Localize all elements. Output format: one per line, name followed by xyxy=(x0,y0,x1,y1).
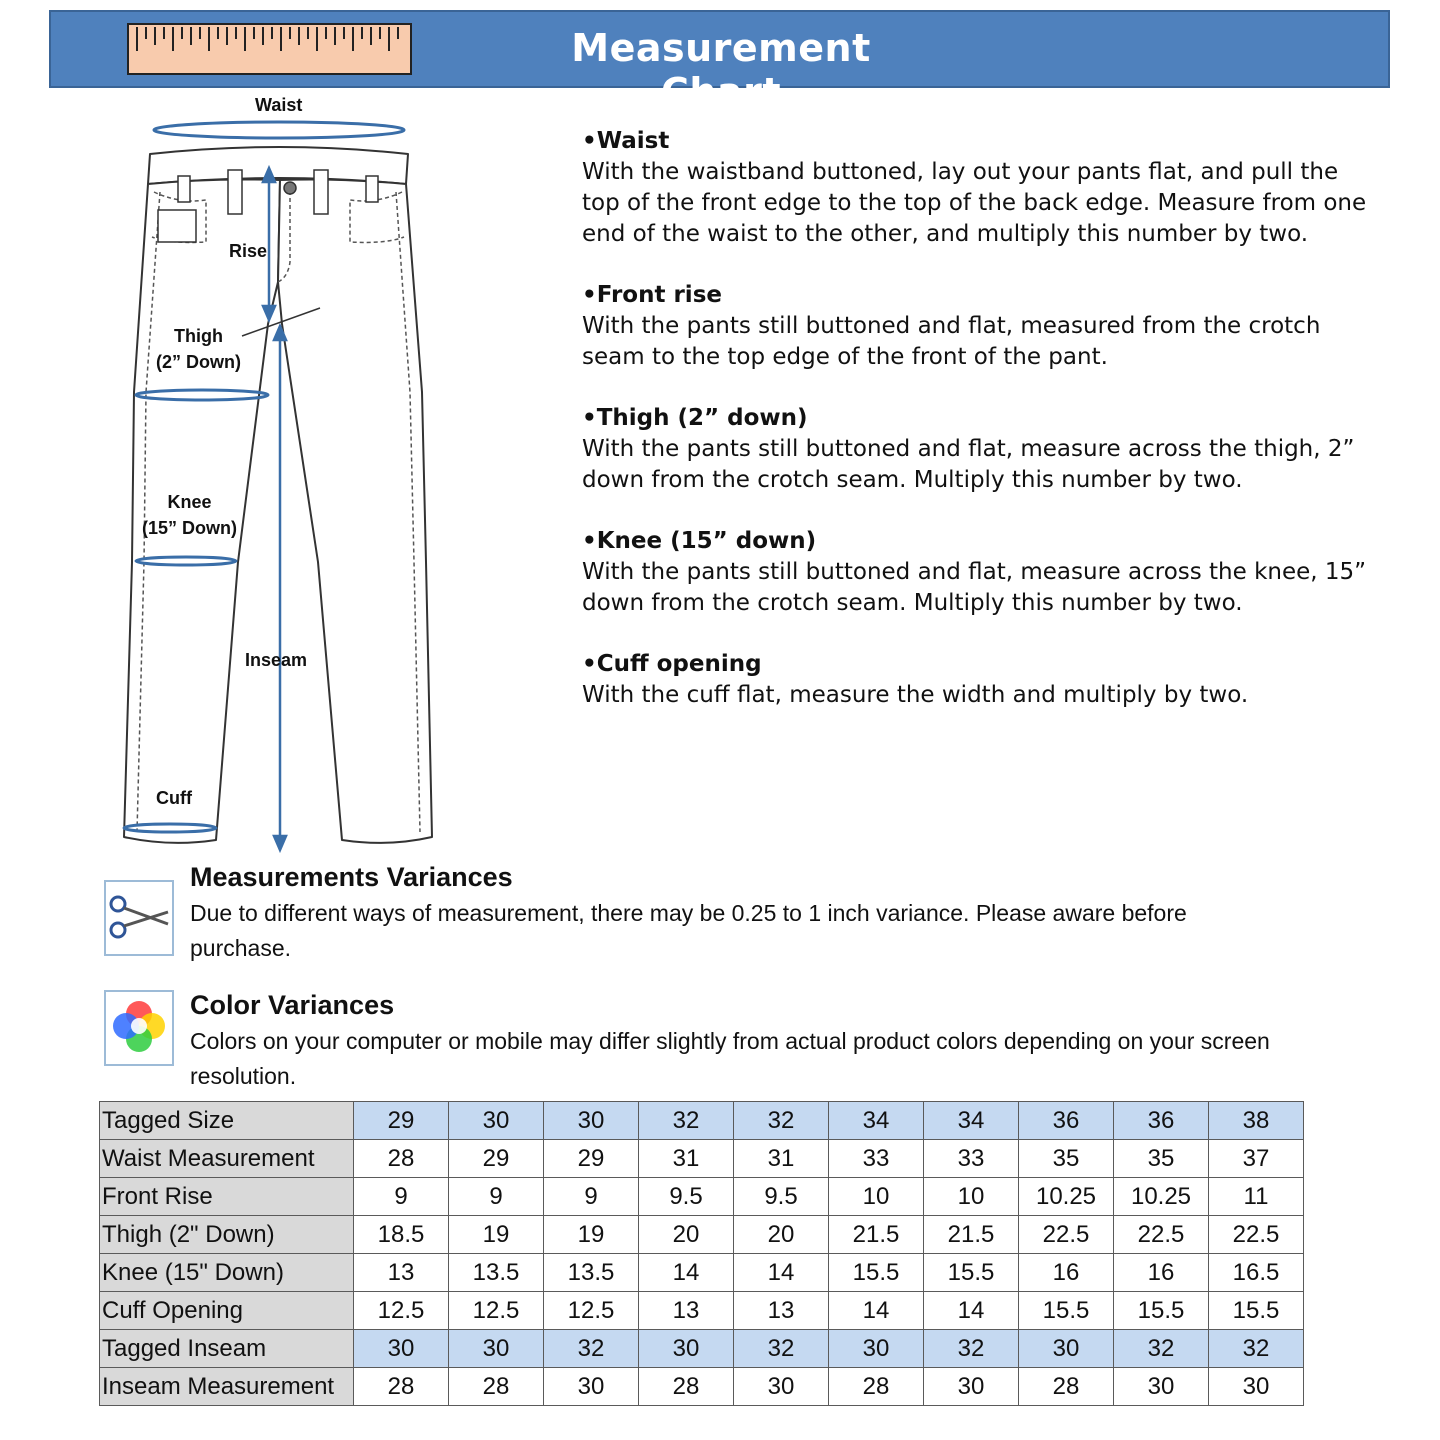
table-row xyxy=(100,1330,1304,1368)
table-cell: 19 xyxy=(544,1216,639,1254)
table-row xyxy=(100,1254,1304,1292)
table-cell: 28 xyxy=(354,1140,449,1178)
table-cell: 31 xyxy=(639,1140,734,1178)
pants-illustration xyxy=(110,92,450,862)
table-cell: 34 xyxy=(829,1102,924,1140)
table-row xyxy=(100,1368,1304,1406)
note-text: Colors on your computer or mobile may differ slightly from actual product colors depending on your screen resolution. xyxy=(190,1028,1270,1089)
table-cell: 32 xyxy=(544,1330,639,1368)
table-cell: 15.5 xyxy=(1209,1292,1304,1330)
table-cell: 22.5 xyxy=(1114,1216,1209,1254)
instruction-title: •Waist xyxy=(582,128,670,154)
table-cell: 22.5 xyxy=(1019,1216,1114,1254)
instruction-title: •Cuff opening xyxy=(582,651,762,677)
note-title: Color Variances xyxy=(190,990,395,1020)
table-row xyxy=(100,1292,1304,1330)
table-row xyxy=(100,1178,1304,1216)
table-cell: 13 xyxy=(639,1292,734,1330)
table-cell: 15.5 xyxy=(1019,1292,1114,1330)
table-cell: 36 xyxy=(1019,1102,1114,1140)
ruler-icon xyxy=(127,23,412,75)
diagram-label-thigh: Thigh (2” Down) xyxy=(156,326,241,372)
table-cell: 29 xyxy=(449,1140,544,1178)
note-text: Due to different ways of measurement, there may be 0.25 to 1 inch variance. Please aware before purchase. xyxy=(190,900,1187,961)
table-cell: 30 xyxy=(639,1330,734,1368)
table-cell: 33 xyxy=(829,1140,924,1178)
instruction-text: With the pants still buttoned and flat, measured from the crotch seam to the top edge of the front of the pant. xyxy=(582,313,1321,370)
table-row xyxy=(100,1102,1304,1140)
table-cell: 14 xyxy=(829,1292,924,1330)
instruction-cuff xyxy=(582,649,1382,711)
instruction-thigh xyxy=(582,403,1382,496)
table-cell: 16.5 xyxy=(1209,1254,1304,1292)
table-cell: 9 xyxy=(449,1178,544,1216)
table-cell: 28 xyxy=(449,1368,544,1406)
table-cell: 13 xyxy=(734,1292,829,1330)
color-variance-note xyxy=(104,990,1304,1100)
table-cell: 20 xyxy=(734,1216,829,1254)
table-cell: 28 xyxy=(639,1368,734,1406)
table-cell: 10 xyxy=(924,1178,1019,1216)
table-cell: 16 xyxy=(1019,1254,1114,1292)
table-cell: 21.5 xyxy=(924,1216,1019,1254)
diagram-label-waist: Waist xyxy=(255,95,303,115)
table-cell: 30 xyxy=(544,1102,639,1140)
instruction-text: With the cuff flat, measure the width and multiply by two. xyxy=(582,682,1249,708)
table-cell: 30 xyxy=(449,1102,544,1140)
instruction-title: •Thigh (2” down) xyxy=(582,405,808,431)
row-header: Front Rise xyxy=(100,1178,354,1216)
table-cell: 32 xyxy=(734,1102,829,1140)
table-cell: 32 xyxy=(924,1330,1019,1368)
table-cell: 30 xyxy=(1114,1368,1209,1406)
table-cell: 9 xyxy=(354,1178,449,1216)
page-title: Measurement Chart xyxy=(571,26,871,114)
table-cell: 9 xyxy=(544,1178,639,1216)
table-cell: 30 xyxy=(924,1368,1019,1406)
table-cell: 30 xyxy=(734,1368,829,1406)
table-cell: 33 xyxy=(924,1140,1019,1178)
diagram-label-cuff: Cuff xyxy=(156,788,192,808)
instruction-front-rise xyxy=(582,280,1382,373)
table-cell: 32 xyxy=(1114,1330,1209,1368)
table-cell: 32 xyxy=(639,1102,734,1140)
table-cell: 12.5 xyxy=(544,1292,639,1330)
table-cell: 28 xyxy=(354,1368,449,1406)
table-cell: 19 xyxy=(449,1216,544,1254)
table-cell: 15.5 xyxy=(924,1254,1019,1292)
row-header: Inseam Measurement xyxy=(100,1368,354,1406)
instruction-waist xyxy=(582,126,1382,250)
table-row xyxy=(100,1140,1304,1178)
table-cell: 10 xyxy=(829,1178,924,1216)
diagram-label-rise: Rise xyxy=(229,241,268,261)
note-title: Measurements Variances xyxy=(190,862,513,892)
diagram-label-knee: Knee (15” Down) xyxy=(142,492,238,538)
table-cell: 13.5 xyxy=(544,1254,639,1292)
table-cell: 28 xyxy=(829,1368,924,1406)
table-cell: 35 xyxy=(1019,1140,1114,1178)
table-cell: 32 xyxy=(734,1330,829,1368)
row-header: Waist Measurement xyxy=(100,1140,354,1178)
table-cell: 30 xyxy=(1209,1368,1304,1406)
table-cell: 22.5 xyxy=(1209,1216,1304,1254)
scissors-icon xyxy=(104,880,174,956)
measurement-instructions xyxy=(582,126,1382,741)
table-cell: 30 xyxy=(829,1330,924,1368)
table-cell: 30 xyxy=(1019,1330,1114,1368)
table-cell: 29 xyxy=(354,1102,449,1140)
pants-diagram xyxy=(110,92,450,862)
diagram-label-inseam: Inseam xyxy=(245,650,308,670)
table-cell: 34 xyxy=(924,1102,1019,1140)
table-cell: 9.5 xyxy=(639,1178,734,1216)
row-header: Cuff Opening xyxy=(100,1292,354,1330)
table-cell: 15.5 xyxy=(1114,1292,1209,1330)
table-cell: 18.5 xyxy=(354,1216,449,1254)
table-cell: 30 xyxy=(354,1330,449,1368)
table-cell: 14 xyxy=(639,1254,734,1292)
table-cell: 28 xyxy=(1019,1368,1114,1406)
table-row xyxy=(100,1216,1304,1254)
row-header: Tagged Size xyxy=(100,1102,354,1140)
table-cell: 13 xyxy=(354,1254,449,1292)
table-cell: 10.25 xyxy=(1019,1178,1114,1216)
table-cell: 38 xyxy=(1209,1102,1304,1140)
table-cell: 14 xyxy=(924,1292,1019,1330)
table-cell: 35 xyxy=(1114,1140,1209,1178)
table-cell: 20 xyxy=(639,1216,734,1254)
table-cell: 21.5 xyxy=(829,1216,924,1254)
table-cell: 32 xyxy=(1209,1330,1304,1368)
measurement-variance-note xyxy=(104,862,1304,972)
instruction-knee xyxy=(582,526,1382,619)
table-cell: 15.5 xyxy=(829,1254,924,1292)
size-table xyxy=(99,1101,1304,1406)
instruction-text: With the pants still buttoned and flat, measure across the thigh, 2” down from the crotch seam. Multiply this number by two. xyxy=(582,436,1355,493)
table-cell: 14 xyxy=(734,1254,829,1292)
table-cell: 13.5 xyxy=(449,1254,544,1292)
instruction-text: With the pants still buttoned and flat, measure across the knee, 15” down from the crotch seam. Multiply this number by two. xyxy=(582,559,1367,616)
table-cell: 29 xyxy=(544,1140,639,1178)
color-wheel-icon xyxy=(104,990,174,1066)
table-cell: 16 xyxy=(1114,1254,1209,1292)
table-cell: 12.5 xyxy=(354,1292,449,1330)
table-cell: 11 xyxy=(1209,1178,1304,1216)
row-header: Tagged Inseam xyxy=(100,1330,354,1368)
table-cell: 10.25 xyxy=(1114,1178,1209,1216)
row-header: Knee (15" Down) xyxy=(100,1254,354,1292)
instruction-title: •Front rise xyxy=(582,282,722,308)
table-cell: 30 xyxy=(544,1368,639,1406)
row-header: Thigh (2" Down) xyxy=(100,1216,354,1254)
instruction-text: With the waistband buttoned, lay out your pants flat, and pull the top of the front edge to the top of the back edge. Measure from one end of the waist to the other, and multiply this number by two. xyxy=(582,159,1367,247)
table-cell: 9.5 xyxy=(734,1178,829,1216)
table-cell: 37 xyxy=(1209,1140,1304,1178)
instruction-title: •Knee (15” down) xyxy=(582,528,817,554)
table-cell: 30 xyxy=(449,1330,544,1368)
table-cell: 12.5 xyxy=(449,1292,544,1330)
table-cell: 36 xyxy=(1114,1102,1209,1140)
table-cell: 31 xyxy=(734,1140,829,1178)
